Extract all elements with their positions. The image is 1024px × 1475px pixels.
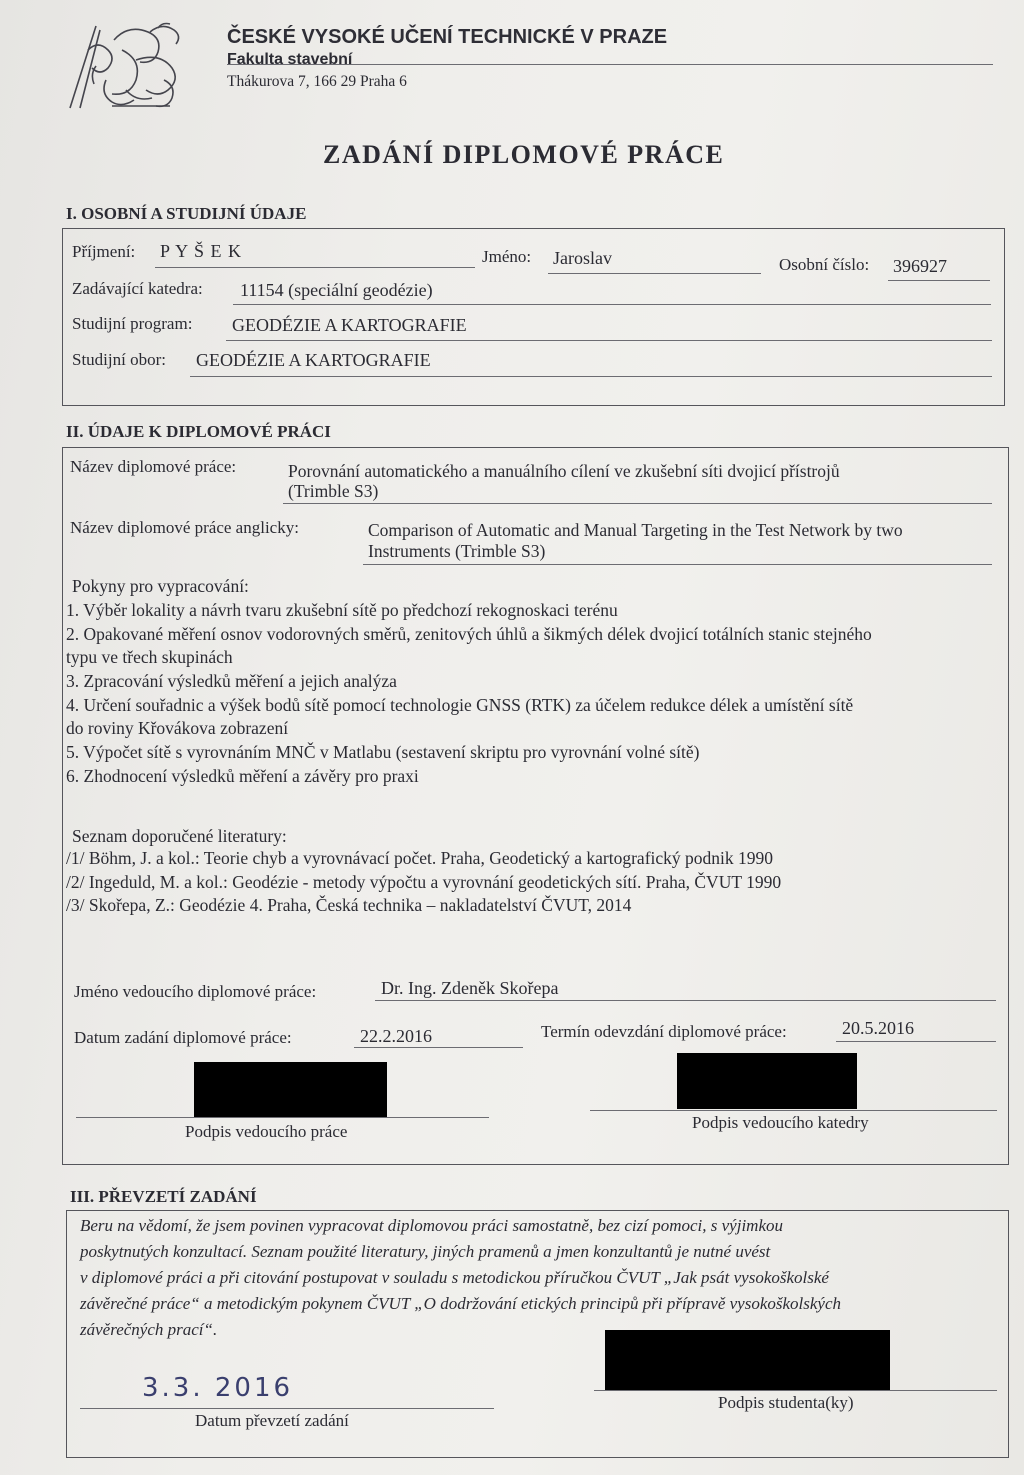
field-label: Studijní obor: [72,350,166,369]
literature-item: /1/ Böhm, J. a kol.: Teorie chyb a vyrovnávací počet. Praha, Geodetický a kartografický podnik 1990 [66,848,774,868]
faculty-address: Thákurova 7, 166 29 Praha 6 [227,73,407,90]
field-value: GEODÉZIE A KARTOGRAFIE [196,350,431,370]
takeover-date-line [80,1408,494,1409]
deadline-label: Termín odevzdání diplomové práce: [541,1022,787,1041]
surname-label: Příjmení: [72,242,136,261]
student-signature-caption: Podpis studenta(ky) [718,1393,854,1412]
literature-heading: Seznam doporučené literatury: [72,826,287,846]
program-label: Studijní program: [72,314,193,333]
university-name: ČESKÉ VYSOKÉ UČENÍ TECHNICKÉ V PRAZE [227,26,668,48]
head-signature-caption: Podpis vedoucího katedry [692,1113,869,1132]
thesis-title-en-line2: Instruments (Trimble S3) [368,541,546,561]
section3-heading: III. PŘEVZETÍ ZADÁNÍ [70,1187,257,1206]
thesis-title-en-label: Název diplomové práce anglicky: [70,518,299,537]
field-line [190,376,992,377]
program-value: GEODÉZIE A KARTOGRAFIE [232,315,467,335]
program-line [226,340,992,341]
supervisor-label: Jméno vedoucího diplomové práce: [74,982,317,1001]
redacted-signature-supervisor [194,1062,387,1117]
first-name-line [548,273,761,274]
thesis-title-line [283,503,992,504]
instruction-item: 2. Opakované měření osnov vodorovných směrů, zenitových úhlů a šikmých délek dvojicí totálních stanic stejného [66,624,872,644]
student-signature-line [594,1390,997,1391]
instruction-item: 3. Zpracování výsledků měření a jejich analýza [66,671,397,691]
thesis-title-en-line [363,564,992,565]
supervisor-signature-line [76,1117,489,1118]
faculty-name: Fakulta stavební [227,51,353,68]
department-value: 11154 (speciální geodézie) [240,280,433,300]
declaration-line: závěrečné práce“ a metodickým pokynem ČVUT „O dodržování etických principů při přípravě vysokoškolských [80,1294,842,1313]
department-line [233,304,991,305]
surname-line [155,267,475,268]
redacted-signature-student [605,1330,890,1391]
deadline-value: 20.5.2016 [842,1018,914,1038]
literature-item: /3/ Skořepa, Z.: Geodézie 4. Praha, Česká technika – nakladatelství ČVUT, 2014 [66,895,632,915]
deadline-line [836,1041,996,1042]
thesis-title-label: Název diplomové práce: [70,457,237,476]
department-label: Zadávající katedra: [72,279,203,298]
takeover-date-caption: Datum převzetí zadání [195,1411,349,1430]
head-signature-line [590,1110,997,1111]
declaration-line: Beru na vědomí, že jsem povinen vypracovat diplomovou práci samostatně, bez cizí pomoci, s výjimkou [80,1216,783,1235]
section1-heading: I. OSOBNÍ A STUDIJNÍ ÚDAJE [66,204,307,223]
handwritten-date: 3.3. 2016 [142,1373,294,1403]
first-name-label: Jméno: [482,247,532,266]
declaration-line: v diplomové práci a při citování postupovat v souladu s metodickou příručkou ČVUT „Jak psát vysokoškolské [80,1268,829,1287]
literature-item: /2/ Ingeduld, M. a kol.: Geodézie - metody výpočtu a vyrovnání geodetických sítí. Praha, ČVUT 1990 [66,872,782,892]
instructions-heading: Pokyny pro vypracování: [72,576,249,596]
personal-no-label: Osobní číslo: [779,255,870,274]
thesis-title-line2: (Trimble S3) [288,481,379,501]
assigned-date-label: Datum zadání diplomové práce: [74,1028,292,1047]
instruction-item: 1. Výběr lokality a návrh tvaru zkušební sítě po předchozí rekognoskaci terénu [66,600,618,620]
redacted-signature-head [677,1053,857,1109]
personal-no-value: 396927 [893,256,947,276]
instruction-item: typu ve třech skupinách [66,647,233,667]
supervisor-value: Dr. Ing. Zdeněk Skořepa [381,978,559,998]
instruction-item: 6. Zhodnocení výsledků měření a závěry pro praxi [66,766,419,786]
supervisor-line [375,1000,996,1001]
declaration-line: poskytnutých konzultací. Seznam použité literatury, jiných pramenů a jmen konzultantů je nutné uvést [80,1242,771,1261]
section2-heading: II. ÚDAJE K DIPLOMOVÉ PRÁCI [66,422,331,441]
supervisor-signature-caption: Podpis vedoucího práce [185,1122,348,1141]
instruction-item: 4. Určení souřadnic a výšek bodů sítě pomocí technologie GNSS (RTK) za účelem redukce délek a umístění sítě [66,695,854,715]
surname-value: P Y Š E K [160,241,243,261]
thesis-title-line1: Porovnání automatického a manuálního cílení ve zkušební síti dvojicí přístrojů [288,461,840,481]
personal-no-line [888,280,990,281]
first-name-value: Jaroslav [553,248,612,268]
cvut-lion-logo [66,20,190,112]
assigned-date-line [354,1047,523,1048]
instruction-item: 5. Výpočet sítě s vyrovnáním MNČ v Matlabu (sestavení skriptu pro vyrovnání volné sítě) [66,742,700,762]
instruction-item: do roviny Křovákova zobrazení [66,718,289,738]
thesis-title-en-line1: Comparison of Automatic and Manual Targeting in the Test Network by two [368,520,903,540]
assigned-date-value: 22.2.2016 [360,1026,432,1046]
document-title: ZADÁNÍ DIPLOMOVÉ PRÁCE [323,140,725,169]
declaration-line: závěrečných prací“. [80,1320,218,1339]
